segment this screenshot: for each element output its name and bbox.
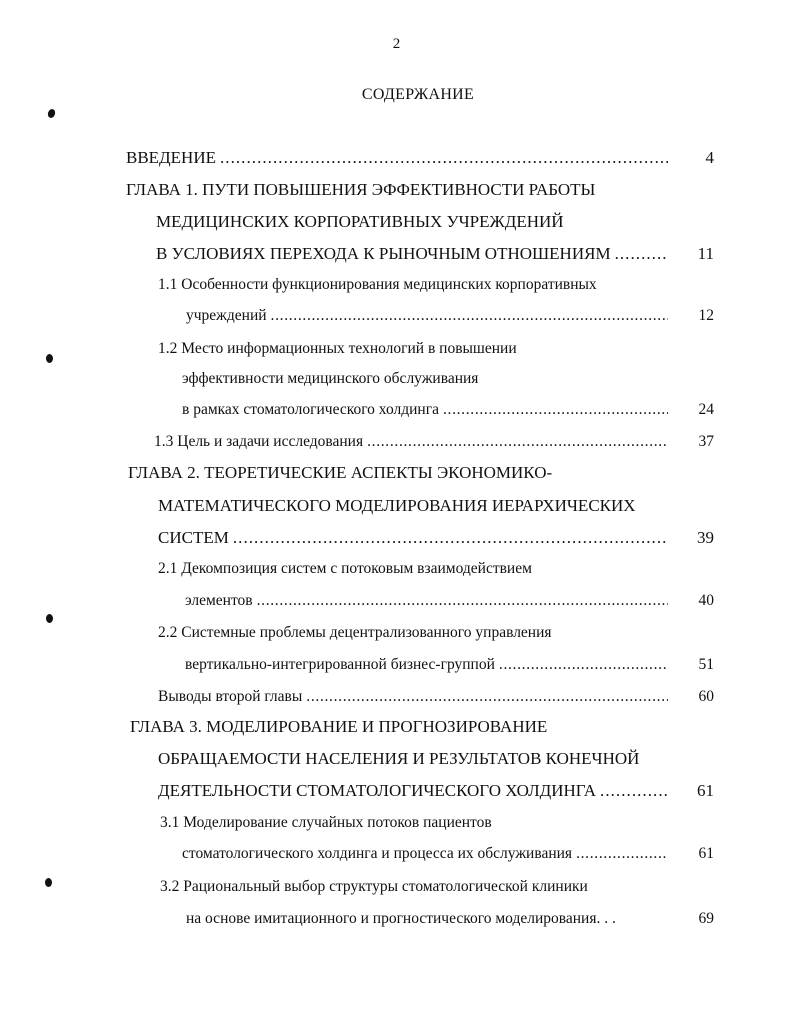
toc-entry-text: ДЕЯТЕЛЬНОСТИ СТОМАТОЛОГИЧЕСКОГО ХОЛДИНГА — [158, 781, 597, 800]
toc-entry-text: эффективности медицинского обслуживания — [182, 370, 479, 387]
toc-leader-dots — [576, 845, 668, 863]
toc-leader-dots — [443, 401, 668, 419]
toc-entry-page-number: 11 — [697, 244, 714, 263]
toc-entry-text: 2.2 Системные проблемы децентрализованного управления — [158, 624, 552, 641]
toc-entry-page-number: 51 — [698, 656, 714, 673]
toc-entry-text: вертикально-интегрированной бизнес-группой — [185, 656, 495, 673]
toc-entry-page-number: 39 — [697, 528, 714, 547]
toc-leader-dots — [600, 781, 668, 801]
toc-entry — [130, 717, 672, 741]
toc-entry-text: 1.2 Место информационных технологий в повышении — [158, 340, 517, 357]
toc-entry — [156, 212, 672, 236]
toc-entry — [158, 781, 672, 805]
toc-entry-text: ВВЕДЕНИЕ — [126, 148, 216, 167]
toc-entry — [182, 845, 672, 869]
toc-entry-page-number: 24 — [698, 401, 714, 418]
toc-entry-text: Выводы второй главы — [158, 688, 303, 705]
toc-entry — [182, 401, 672, 425]
toc-leader-dots — [306, 688, 668, 706]
toc-leader-dots — [499, 656, 668, 674]
toc-entry-text: 1.1 Особенности функционирования медицинских корпоративных — [158, 276, 597, 293]
toc-entry-text: элементов — [185, 592, 253, 609]
toc-entry — [154, 433, 672, 457]
toc-entry-text: учреждений — [186, 307, 267, 324]
toc-entry-page-number: 60 — [698, 688, 714, 705]
margin-mark-1 — [47, 108, 57, 119]
margin-mark-2 — [46, 354, 53, 363]
toc-entry — [158, 340, 672, 364]
toc-leader-dots — [220, 148, 668, 168]
toc-entry-text: на основе имитационного и прогностического моделирования. . . — [186, 910, 616, 927]
toc-entry-text: стоматологического холдинга и процесса их обслуживания — [182, 845, 573, 862]
toc-entry-text: В УСЛОВИЯХ ПЕРЕХОДА К РЫНОЧНЫМ ОТНОШЕНИЯМ — [156, 244, 611, 263]
toc-entry-text: 3.1 Моделирование случайных потоков пациентов — [160, 814, 492, 831]
toc-leader-dots — [367, 433, 668, 451]
toc-entry — [158, 496, 672, 520]
toc-entry-text: 2.1 Декомпозиция систем с потоковым взаимодействием — [158, 560, 532, 577]
toc-entry — [186, 307, 672, 331]
margin-mark-3 — [46, 614, 53, 623]
toc-entry-page-number: 61 — [698, 845, 714, 862]
toc-leader-dots — [233, 528, 668, 548]
toc-entry-text: СИСТЕМ — [158, 528, 229, 547]
toc-entry-page-number: 4 — [705, 148, 714, 167]
toc-entry-text: ГЛАВА 3. МОДЕЛИРОВАНИЕ И ПРОГНОЗИРОВАНИЕ — [130, 717, 548, 736]
toc-leader-dots — [271, 307, 668, 325]
toc-entry — [158, 528, 672, 552]
toc-entry-text: ОБРАЩАЕМОСТИ НАСЕЛЕНИЯ И РЕЗУЛЬТАТОВ КОНЕЧНОЙ — [158, 749, 640, 768]
page-number: 2 — [392, 36, 401, 52]
toc-entry — [126, 148, 672, 172]
toc-entry-text: МЕДИЦИНСКИХ КОРПОРАТИВНЫХ УЧРЕЖДЕНИЙ — [156, 212, 564, 231]
toc-entry — [160, 814, 672, 838]
toc-entry — [158, 624, 672, 648]
page-title: СОДЕРЖАНИЕ — [361, 86, 475, 103]
toc-entry — [158, 276, 672, 300]
toc-entry — [158, 749, 672, 773]
toc-entry-page-number: 61 — [697, 781, 714, 800]
toc-entry-page-number: 69 — [698, 910, 714, 927]
toc-entry — [156, 244, 672, 268]
toc-entry — [185, 656, 672, 680]
toc-entry — [158, 688, 672, 712]
toc-entry — [160, 878, 672, 902]
toc-entry — [158, 560, 672, 584]
toc-leader-dots — [257, 592, 668, 610]
margin-mark-4 — [45, 878, 52, 887]
toc-entry-text: 3.2 Рациональный выбор структуры стоматологической клиники — [160, 878, 588, 895]
toc-entry-page-number: 12 — [698, 307, 714, 324]
toc-entry-page-number: 37 — [698, 433, 714, 450]
toc-entry-text: ГЛАВА 1. ПУТИ ПОВЫШЕНИЯ ЭФФЕКТИВНОСТИ РАБОТЫ — [126, 180, 596, 199]
toc-entry — [186, 910, 672, 934]
toc-entry — [128, 463, 672, 487]
toc-entry-text: ГЛАВА 2. ТЕОРЕТИЧЕСКИЕ АСПЕКТЫ ЭКОНОМИКО- — [128, 463, 553, 482]
toc-entry — [185, 592, 672, 616]
toc-entry-page-number: 40 — [698, 592, 714, 609]
toc-entry — [182, 370, 672, 394]
toc-entry-text: 1.3 Цель и задачи исследования — [154, 433, 364, 450]
toc-entry — [126, 180, 672, 204]
toc-entry-text: в рамках стоматологического холдинга — [182, 401, 439, 418]
toc-leader-dots — [615, 244, 668, 264]
toc-entry-text: МАТЕМАТИЧЕСКОГО МОДЕЛИРОВАНИЯ ИЕРАРХИЧЕСКИХ — [158, 496, 636, 515]
